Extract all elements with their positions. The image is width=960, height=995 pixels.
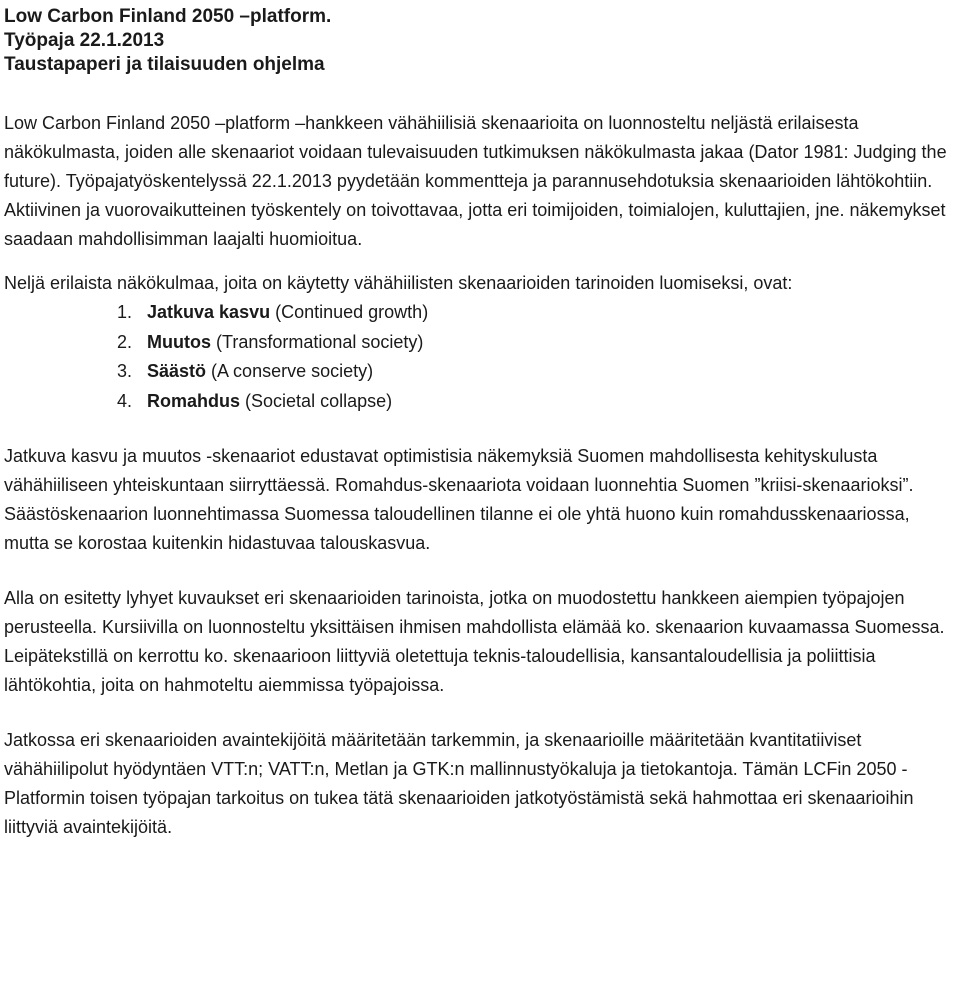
- list-item-name: Muutos: [147, 331, 211, 352]
- perspectives-intro: Neljä erilaista näkökulmaa, joita on käytetty vähähiilisten skenaarioiden tarinoiden luomiseksi, ovat:: [4, 273, 793, 293]
- list-item: [117, 387, 954, 417]
- document-header: [4, 5, 954, 77]
- list-item-description: (Continued growth): [275, 302, 429, 322]
- list-item-name: Jatkuva kasvu: [147, 302, 271, 322]
- list-item-name: Säästö: [147, 361, 207, 381]
- list-item-number: 3.: [117, 361, 133, 381]
- list-item: [117, 357, 954, 387]
- header-subtitle: Taustapaperi ja tilaisuuden ohjelma: [4, 54, 325, 75]
- next-steps-paragraph: Jatkossa eri skenaarioiden avaintekijöitä määritetään tarkemmin, ja skenaarioille määritetään kvantitatiiviset vähähiilipolut hyödyntäen VTT:n; VATT:n, Metlan ja GTK:n mallinnustyökaluja ja tietokantoja. Tämän LCFin 2050 -Platformin toisen työpajan tarkoitus on tukea tätä skenaarioiden jatkotyöstämistä sekä hahmottaa eri skenaarioihin liittyviä avaintekijöitä.: [4, 730, 914, 837]
- header-platform-title: Low Carbon Finland 2050 –platform.: [4, 6, 332, 27]
- list-item-number: 4.: [117, 390, 133, 411]
- perspectives-list: [4, 298, 954, 416]
- list-item-number: 2.: [117, 331, 133, 352]
- document-page: [4, 0, 954, 842]
- list-item: [117, 328, 954, 358]
- header-workshop-date: Työpaja 22.1.2013: [4, 30, 165, 51]
- descriptions-paragraph: Alla on esitetty lyhyet kuvaukset eri skenaarioiden tarinoista, jotka on muodostettu hankkeen aiempien työpajojen perusteella. Kursiivilla on luonnosteltu yksittäisen ihmisen mahdollista elämää ko. skenaarion kuvaamassa Suomessa. Leipätekstillä on kerrottu ko. skenaarioon liittyviä oletettuja teknis-taloudellisia, kansantaloudellisia ja poliittisia lähtökohtia, joita on hahmoteltu aiemmissa työpajoissa.: [4, 588, 945, 695]
- list-item: [117, 298, 954, 328]
- scenarios-paragraph: Jatkuva kasvu ja muutos -skenaariot edustavat optimistisia näkemyksiä Suomen mahdollisesta kehityskulusta vähähiiliseen yhteiskuntaan siirryttäessä. Romahdus-skenaariota voidaan luonnehtia Suomen ”kriisi-skenaarioksi”. Säästöskenaarion luonnehtimassa Suomessa taloudellinen tilanne ei ole yhtä huono kuin romahdusskenaariossa, mutta se korostaa kuitenkin hidastuvaa talouskasvua.: [4, 446, 914, 553]
- intro-paragraph: Low Carbon Finland 2050 –platform –hankkeen vähähiilisiä skenaarioita on luonnosteltu neljästä erilaisesta näkökulmasta, joiden alle skenaariot voidaan tulevaisuuden tutkimuksen näkökulmasta jakaa (Dator 1981: Judging the future). Työpajatyöskentelyssä 22.1.2013 pyydetään kommentteja ja parannusehdotuksia skenaarioiden lähtökohtiin. Aktiivinen ja vuorovaikutteinen työskentely on toivottavaa, jotta eri toimijoiden, toimialojen, kuluttajien, jne. näkemykset saadaan mahdollisimman laajalti huomioitua.: [4, 113, 947, 249]
- list-item-number: 1.: [117, 302, 133, 322]
- list-item-description: (Transformational society): [216, 331, 424, 352]
- list-item-name: Romahdus: [147, 390, 241, 411]
- list-item-description: (A conserve society): [211, 361, 374, 381]
- list-item-description: (Societal collapse): [245, 390, 393, 411]
